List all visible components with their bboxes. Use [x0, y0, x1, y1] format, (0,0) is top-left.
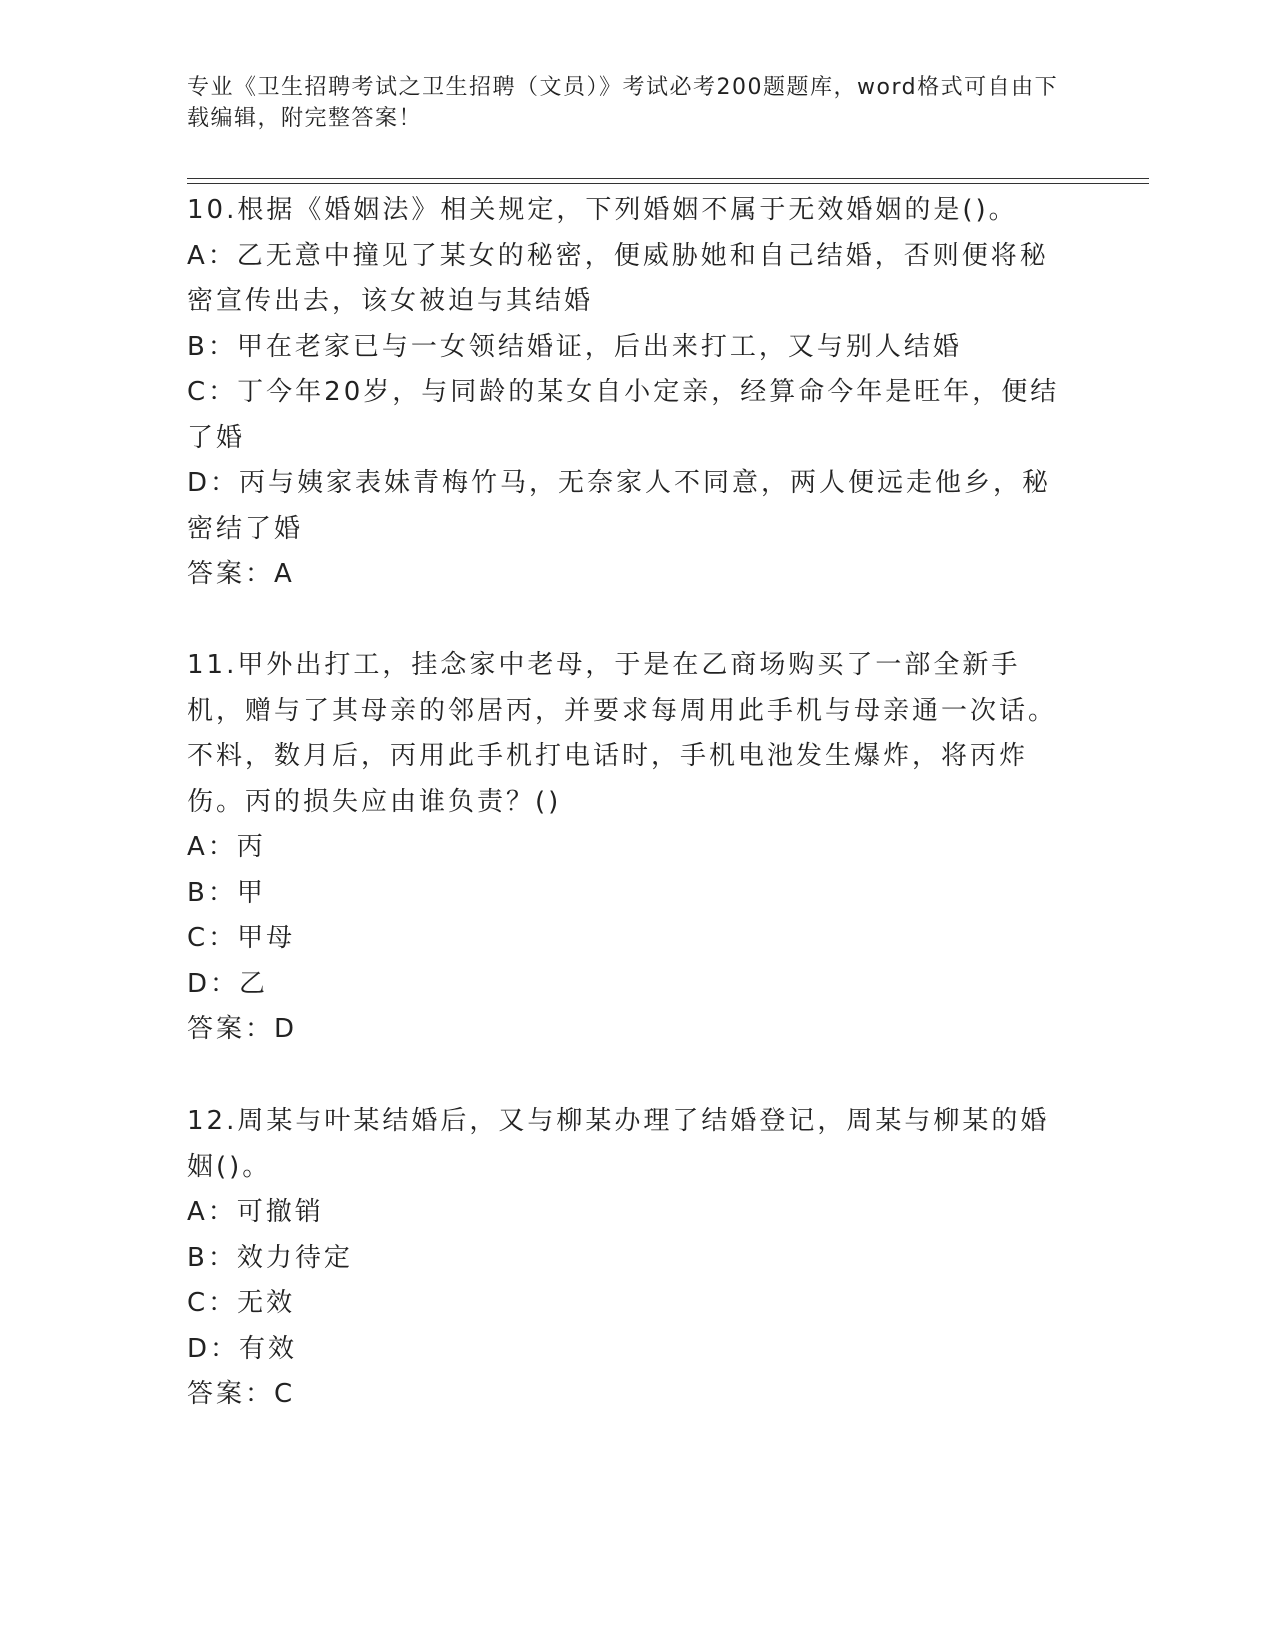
document-header: 专业《卫生招聘考试之卫生招聘（文员）》考试必考200题题库，word格式可自由下载编辑，附完整答案！ — [187, 75, 1059, 131]
option-b: B：效力待定 — [187, 1242, 353, 1273]
question-11 — [187, 643, 1067, 1053]
option-d: D：丙与姨家表妹青梅竹马，无奈家人不同意，两人便远走他乡，秘密结了婚 — [187, 468, 1052, 544]
answer-line: 答案：C — [187, 1379, 296, 1409]
question-12 — [187, 1099, 1067, 1418]
option-a: A：可撤销 — [187, 1197, 324, 1227]
option-d: D：乙 — [187, 968, 269, 999]
option-c: C：丁今年20岁，与同龄的某女自小定亲，经算命今年是旺年，便结了婚 — [187, 377, 1060, 453]
question-stem: 10.根据《婚姻法》相关规定，下列婚姻不属于无效婚姻的是()。 — [187, 195, 1018, 225]
question-stem: 11.甲外出打工，挂念家中老母，于是在乙商场购买了一部全新手机，赠与了其母亲的邻居丙，并要求每周用此手机与母亲通一次话。不料，数月后，丙用此手机打电话时，手机电池发生爆炸，将丙炸伤。丙的损失应由谁负责？() — [187, 650, 1058, 817]
answer-line: 答案：A — [187, 559, 295, 589]
question-10 — [187, 188, 1067, 598]
header-divider-top — [187, 178, 1149, 179]
option-b: B：甲 — [187, 877, 266, 908]
option-c: C：无效 — [187, 1288, 296, 1318]
question-stem: 12.周某与叶某结婚后，又与柳某办理了结婚登记，周某与柳某的婚姻()。 — [187, 1106, 1050, 1182]
header-divider-bottom — [187, 183, 1149, 184]
option-a: A：乙无意中撞见了某女的秘密，便威胁她和自己结婚，否则便将秘密宣传出去，该女被迫与其结婚 — [187, 240, 1049, 316]
option-c: C：甲母 — [187, 923, 296, 953]
option-d: D：有效 — [187, 1333, 298, 1364]
option-b: B：甲在老家已与一女领结婚证，后出来打工，又与别人结婚 — [187, 331, 962, 362]
answer-line: 答案：D — [187, 1014, 298, 1044]
option-a: A：丙 — [187, 832, 266, 862]
